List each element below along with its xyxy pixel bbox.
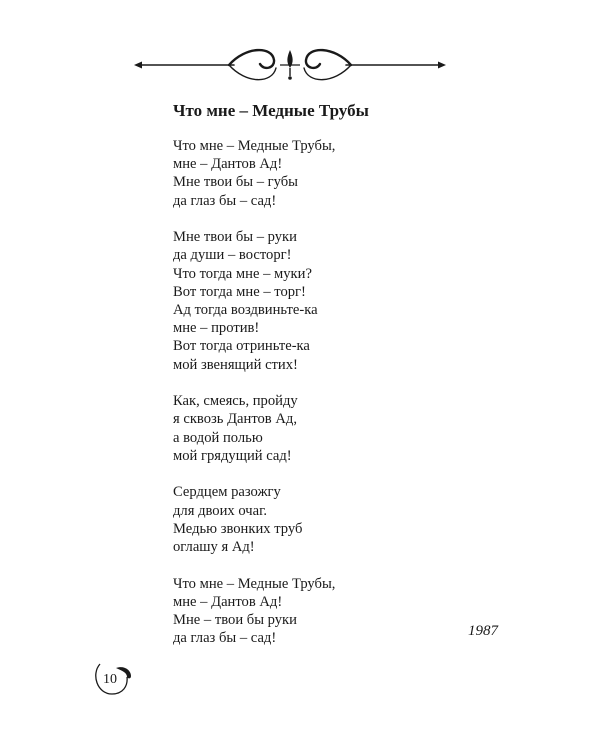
stanza — [173, 483, 335, 556]
poem-line: Ад тогда воздвиньте-ка — [173, 302, 318, 319]
poem-body — [173, 137, 335, 666]
poem-line: мне – против! — [173, 320, 260, 337]
poem-line: Что тогда мне – муки? — [173, 265, 312, 282]
poem-line: оглашу я Ад! — [173, 539, 255, 556]
poem-title: Что мне – Медные Трубы — [173, 101, 369, 120]
poem-line: мне – Дантов Ад! — [173, 593, 283, 610]
poem-year: 1987 — [468, 623, 498, 639]
poem-line: мне – Дантов Ад! — [173, 156, 283, 173]
poem-line: Что мне – Медные Трубы, — [173, 138, 336, 154]
page-number: 10 — [103, 672, 117, 687]
poem-line: для двоих очаг. — [173, 502, 268, 519]
ornament-divider — [134, 38, 446, 88]
poem-line: мой грядущий сад! — [173, 447, 292, 464]
poem-line: Вот тогда отриньте-ка — [173, 338, 310, 355]
poem-line: да глаз бы – сад! — [173, 630, 277, 647]
poem-line: Мне твои бы – губы — [173, 174, 298, 191]
poem-line: Как, смеясь, пройду — [173, 393, 298, 410]
poem-line: Мне твои бы – руки — [173, 229, 297, 246]
poem-line: а водой полью — [173, 429, 263, 446]
stanza — [173, 575, 335, 648]
poem-line: да души – восторг! — [173, 247, 292, 264]
poem-line: Мне – твои бы руки — [173, 612, 297, 629]
poem-line: Что мне – Медные Трубы, — [173, 575, 336, 592]
poem-line: Вот тогда мне – торг! — [173, 283, 306, 300]
stanza — [173, 137, 335, 210]
poem-line: мой звенящий стих! — [173, 356, 298, 373]
stanza — [173, 228, 335, 374]
poem-line: Медью звонких труб — [173, 520, 303, 537]
stanza — [173, 392, 335, 465]
poem-line: я сквозь Дантов Ад, — [173, 411, 297, 428]
poem-line: Сердцем разожгу — [173, 484, 281, 501]
poem-line: да глаз бы – сад! — [173, 192, 277, 209]
